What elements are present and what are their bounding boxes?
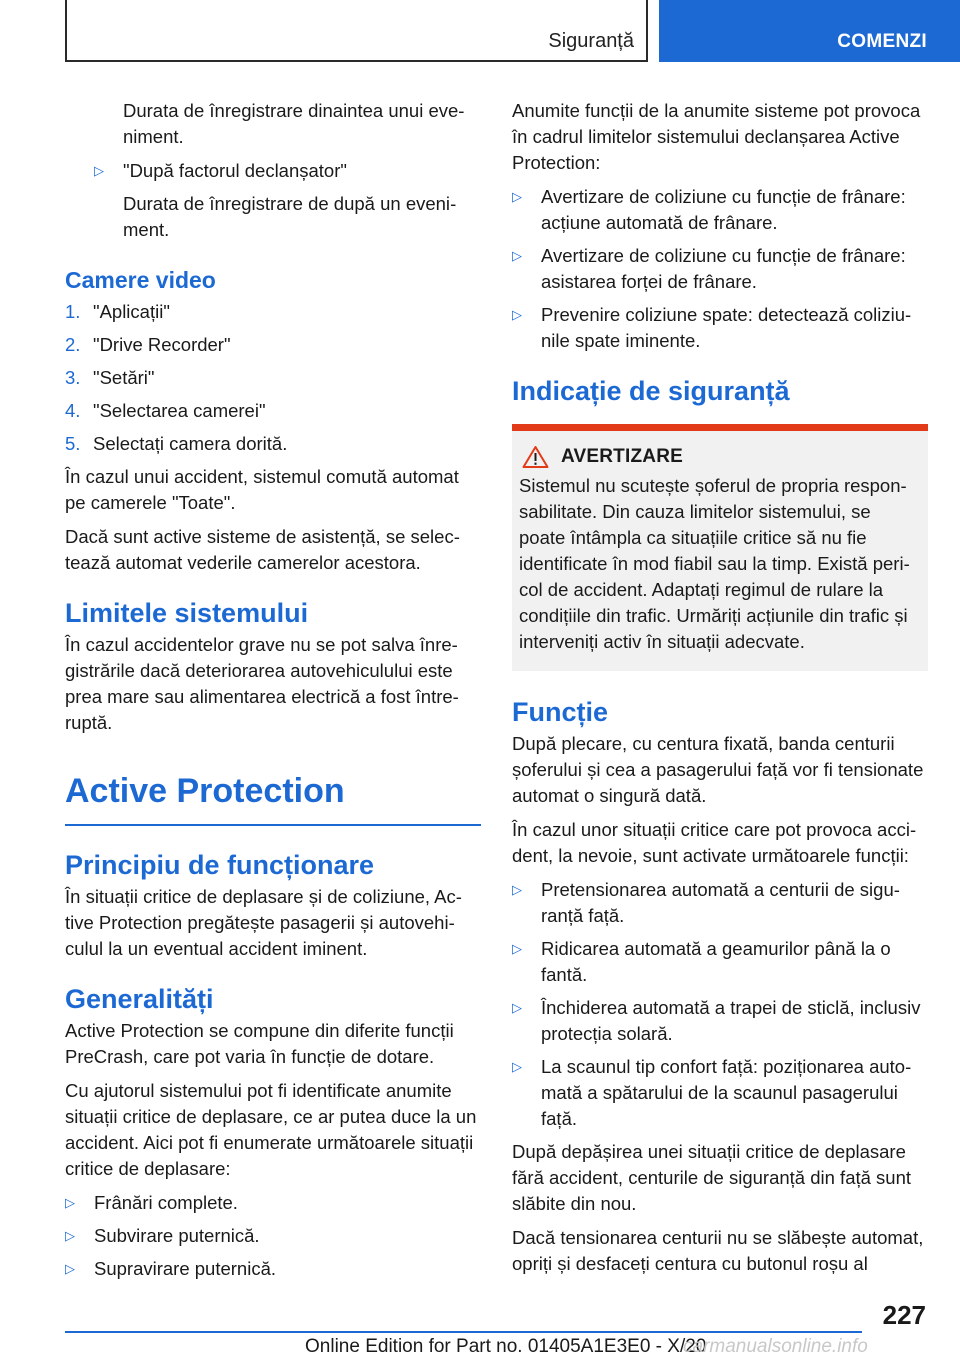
bullet-text: La scaunul tip confort față: poziționarea automată a spătarului de la scaunul pasagerului față.: [541, 1056, 912, 1129]
bullet-text: Avertizare de coliziune cu funcție de frânare: acțiune automată de frânare.: [541, 186, 906, 233]
heading-generalitati: Generalități: [65, 984, 214, 1014]
paragraph: Active Protection se compune din diferite funcții PreCrash, care pot varia în funcție de dotare.: [65, 1020, 454, 1067]
bullet-text: Subvirare puternică.: [94, 1225, 260, 1246]
triangle-bullet-icon: ▷: [512, 248, 522, 263]
bullet-item: [512, 302, 928, 354]
bullet-item: [512, 1054, 928, 1132]
page-number: 227: [882, 1300, 926, 1330]
heading-functie: Funcție: [512, 697, 609, 727]
header-section-title: Siguranță: [548, 30, 634, 52]
header-chapter-title: COMENZI: [837, 31, 927, 52]
footer-divider: [65, 1331, 862, 1333]
triangle-bullet-icon: ▷: [512, 882, 522, 897]
heading-active-protection: Active Protection: [65, 772, 345, 810]
bullet-item: [512, 243, 928, 295]
bullet-item: [512, 184, 928, 236]
triangle-bullet-icon: ▷: [65, 1228, 75, 1243]
triangle-bullet-icon: ▷: [512, 1059, 522, 1074]
paragraph: În situații critice de deplasare și de coliziune, Active Protection pregătește pasagerii și autovehiculul la un eventual accident iminent.: [65, 886, 462, 959]
step-item: [65, 398, 481, 424]
watermark: carmanualsonline.info: [683, 1336, 868, 1357]
heading-camere-video: Camere video: [65, 267, 216, 293]
step-number: 3.: [65, 367, 81, 388]
bullet-text: Ridicarea automată a geamurilor până la o fantă.: [541, 938, 891, 985]
footer-edition: Online Edition for Part no. 01405A1E3E0 - X/20: [305, 1336, 707, 1357]
bullet-item: [512, 936, 928, 988]
paragraph: Dacă tensionarea centurii nu se slăbește automat, opriți și desfaceți centura cu butonul roșu al: [512, 1227, 924, 1274]
paragraph: După depășirea unei situații critice de deplasare fără accident, centurile de siguranță din față sunt slăbite din nou.: [512, 1141, 912, 1214]
paragraph: În cazul unor situații critice care pot provoca accident, la nevoie, sunt activate următoarele funcții:: [512, 819, 917, 866]
left-column: [65, 98, 481, 1289]
header-section-box: [65, 0, 648, 62]
step-item: [65, 299, 481, 325]
step-item: [65, 431, 481, 457]
step-item: [65, 365, 481, 391]
bullet-item: [512, 877, 928, 929]
warning-box: [512, 431, 928, 671]
bullet-item: [65, 1223, 481, 1249]
section-divider: [65, 824, 481, 826]
bullet-item: [65, 1190, 481, 1216]
paragraph: Dacă sunt active sisteme de asistență, se selectează automat vederile camerelor acestora.: [65, 526, 460, 573]
step-text: "Aplicații": [93, 301, 170, 322]
step-item: [65, 332, 481, 358]
step-text: "Setări": [93, 367, 155, 388]
triangle-bullet-icon: ▷: [512, 1000, 522, 1015]
paragraph: În cazul unui accident, sistemul comută automat pe camerele "Toate".: [65, 466, 459, 513]
bullet-text: Prevenire coliziune spate: detectează coliziunile spate iminente.: [541, 304, 912, 351]
step-text: Selectați camera dorită.: [93, 433, 288, 454]
step-text: "Selectarea camerei": [93, 400, 266, 421]
triangle-bullet-icon: ▷: [512, 307, 522, 322]
heading-indicatie-siguranta: Indicație de siguranță: [512, 376, 790, 406]
warning-title: AVERTIZARE: [561, 446, 683, 467]
bullet-text: "După factorul declanșator": [123, 160, 347, 181]
bullet-text: Supravirare puternică.: [94, 1258, 277, 1279]
bullet-text: Avertizare de coliziune cu funcție de frânare: asistarea forței de frânare.: [541, 245, 906, 292]
header-chapter-tab[interactable]: [659, 0, 960, 62]
paragraph: Cu ajutorul sistemului pot fi identificate anumite situații critice de deplasare, ce ar putea duce la un accident. Aici pot fi enumerate următoarele situații critice de deplasare:: [65, 1080, 477, 1179]
bullet-item: [512, 995, 928, 1047]
warning-header: [519, 445, 921, 469]
step-text: "Drive Recorder": [93, 334, 231, 355]
step-number: 4.: [65, 400, 81, 421]
bullet-text: Frânări complete.: [94, 1192, 238, 1213]
step-number: 5.: [65, 433, 81, 454]
bullet-text: Închiderea automată a trapei de sticlă, inclusiv protecția solară.: [541, 997, 921, 1044]
bullet-item: [65, 1256, 481, 1282]
bullet-item: [65, 158, 481, 184]
step-number: 1.: [65, 301, 81, 322]
triangle-bullet-icon: ▷: [512, 189, 522, 204]
right-column: [512, 98, 928, 1285]
heading-principiu: Principiu de funcționare: [65, 850, 375, 880]
paragraph: În cazul accidentelor grave nu se pot salva înregistrările dacă deteriorarea autovehiculului este prea mare sau alimentarea electrică a fost întreruptă.: [65, 634, 459, 733]
warning-triangle-icon: [522, 445, 549, 469]
indented-text: Durata de înregistrare de după un eveniment.: [123, 193, 457, 240]
triangle-bullet-icon: ▷: [65, 1261, 75, 1276]
paragraph: Anumite funcții de la anumite sisteme pot provoca în cadrul limitelor sistemului declanșarea Active Protection:: [512, 100, 921, 173]
triangle-bullet-icon: ▷: [65, 1195, 75, 1210]
warning-top-rule: [512, 424, 928, 431]
warning-text: Sistemul nu scutește șoferul de propria responsabilitate. Din cauza limitelor sistemului, se poate întâmpla ca situațiile critice să nu fie identificate în mod fiabil sau la timp. Există pericol de accident. Adaptați regimul de rulare la condițiile din trafic. Urmăriți acțiunile din trafic și interveniți activ în situații adecvate.: [519, 475, 910, 652]
triangle-bullet-icon: ▷: [512, 941, 522, 956]
bullet-text: Pretensionarea automată a centurii de siguranță față.: [541, 879, 900, 926]
step-number: 2.: [65, 334, 81, 355]
paragraph: După plecare, cu centura fixată, banda centurii șoferului și cea a pasagerului față vor fi tensionate automat o singură dată.: [512, 733, 924, 806]
indented-text: Durata de înregistrare dinaintea unui eveniment.: [123, 100, 465, 147]
triangle-bullet-icon: ▷: [94, 163, 104, 178]
heading-limitele-sistemului: Limitele sistemului: [65, 598, 309, 628]
